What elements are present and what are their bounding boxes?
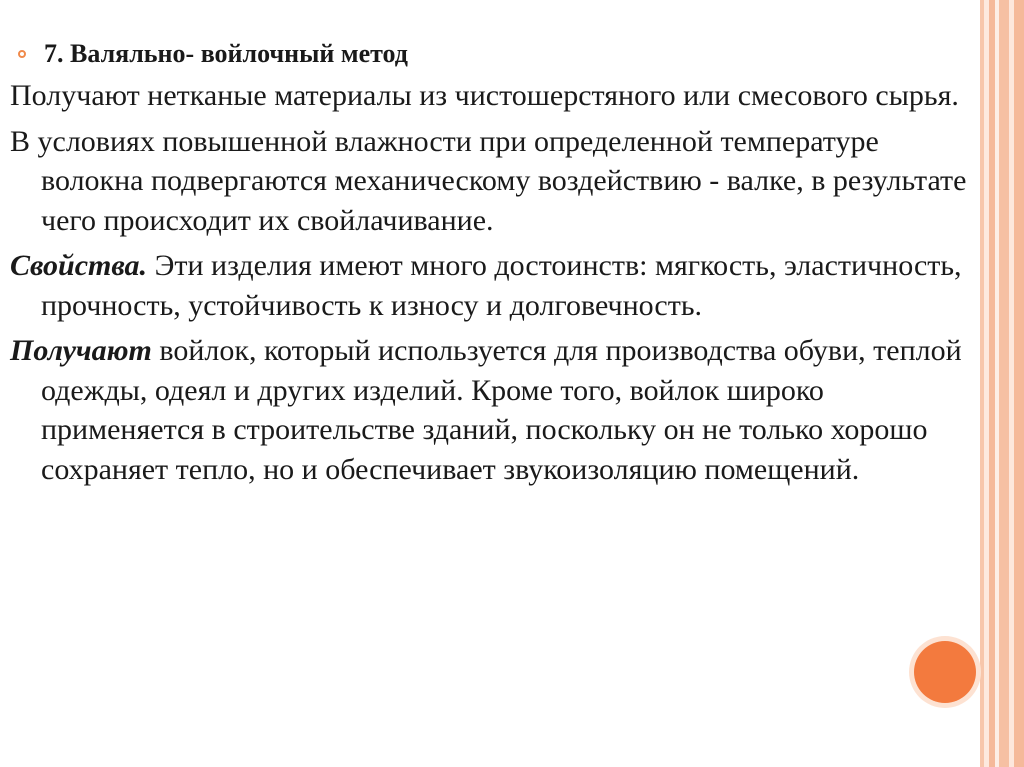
circle-bullet-icon — [18, 50, 26, 58]
paragraph-usage — [10, 331, 970, 489]
paragraph-text: войлок, который используется для производства обуви, теплой одежды, одеял и других изделий. Кроме того, войлок широко применяется в строительстве зданий, поскольку он не только хорошо сохраняет тепло, но и обеспечивает звукоизоляцию помещений. — [41, 334, 962, 486]
paragraph-text: Получают нетканые материалы из чистошерстяного или смесового сырья. — [10, 79, 959, 112]
slide-heading-text: 7. Валяльно- войлочный метод — [44, 39, 408, 68]
paragraph-1 — [10, 76, 970, 116]
slide-content — [10, 38, 970, 495]
paragraph-2 — [10, 122, 970, 241]
decorative-stripe-5 — [999, 0, 1009, 767]
paragraph-lead: Свойства. — [10, 249, 148, 282]
paragraph-properties — [10, 246, 970, 325]
slide-heading — [10, 38, 970, 70]
paragraph-lead: Получают — [10, 334, 152, 367]
decorative-stripe-7 — [1014, 0, 1024, 767]
paragraph-text: Эти изделия имеют много достоинств: мягкость, эластичность, прочность, устойчивость к износу и долговечность. — [41, 249, 962, 322]
orange-circle-icon — [914, 641, 976, 703]
paragraph-text: В условиях повышенной влажности при определенной температуре волокна подвергаются механическому воздействию - валке, в результате чего происходит их свойлачивание. — [10, 124, 967, 237]
